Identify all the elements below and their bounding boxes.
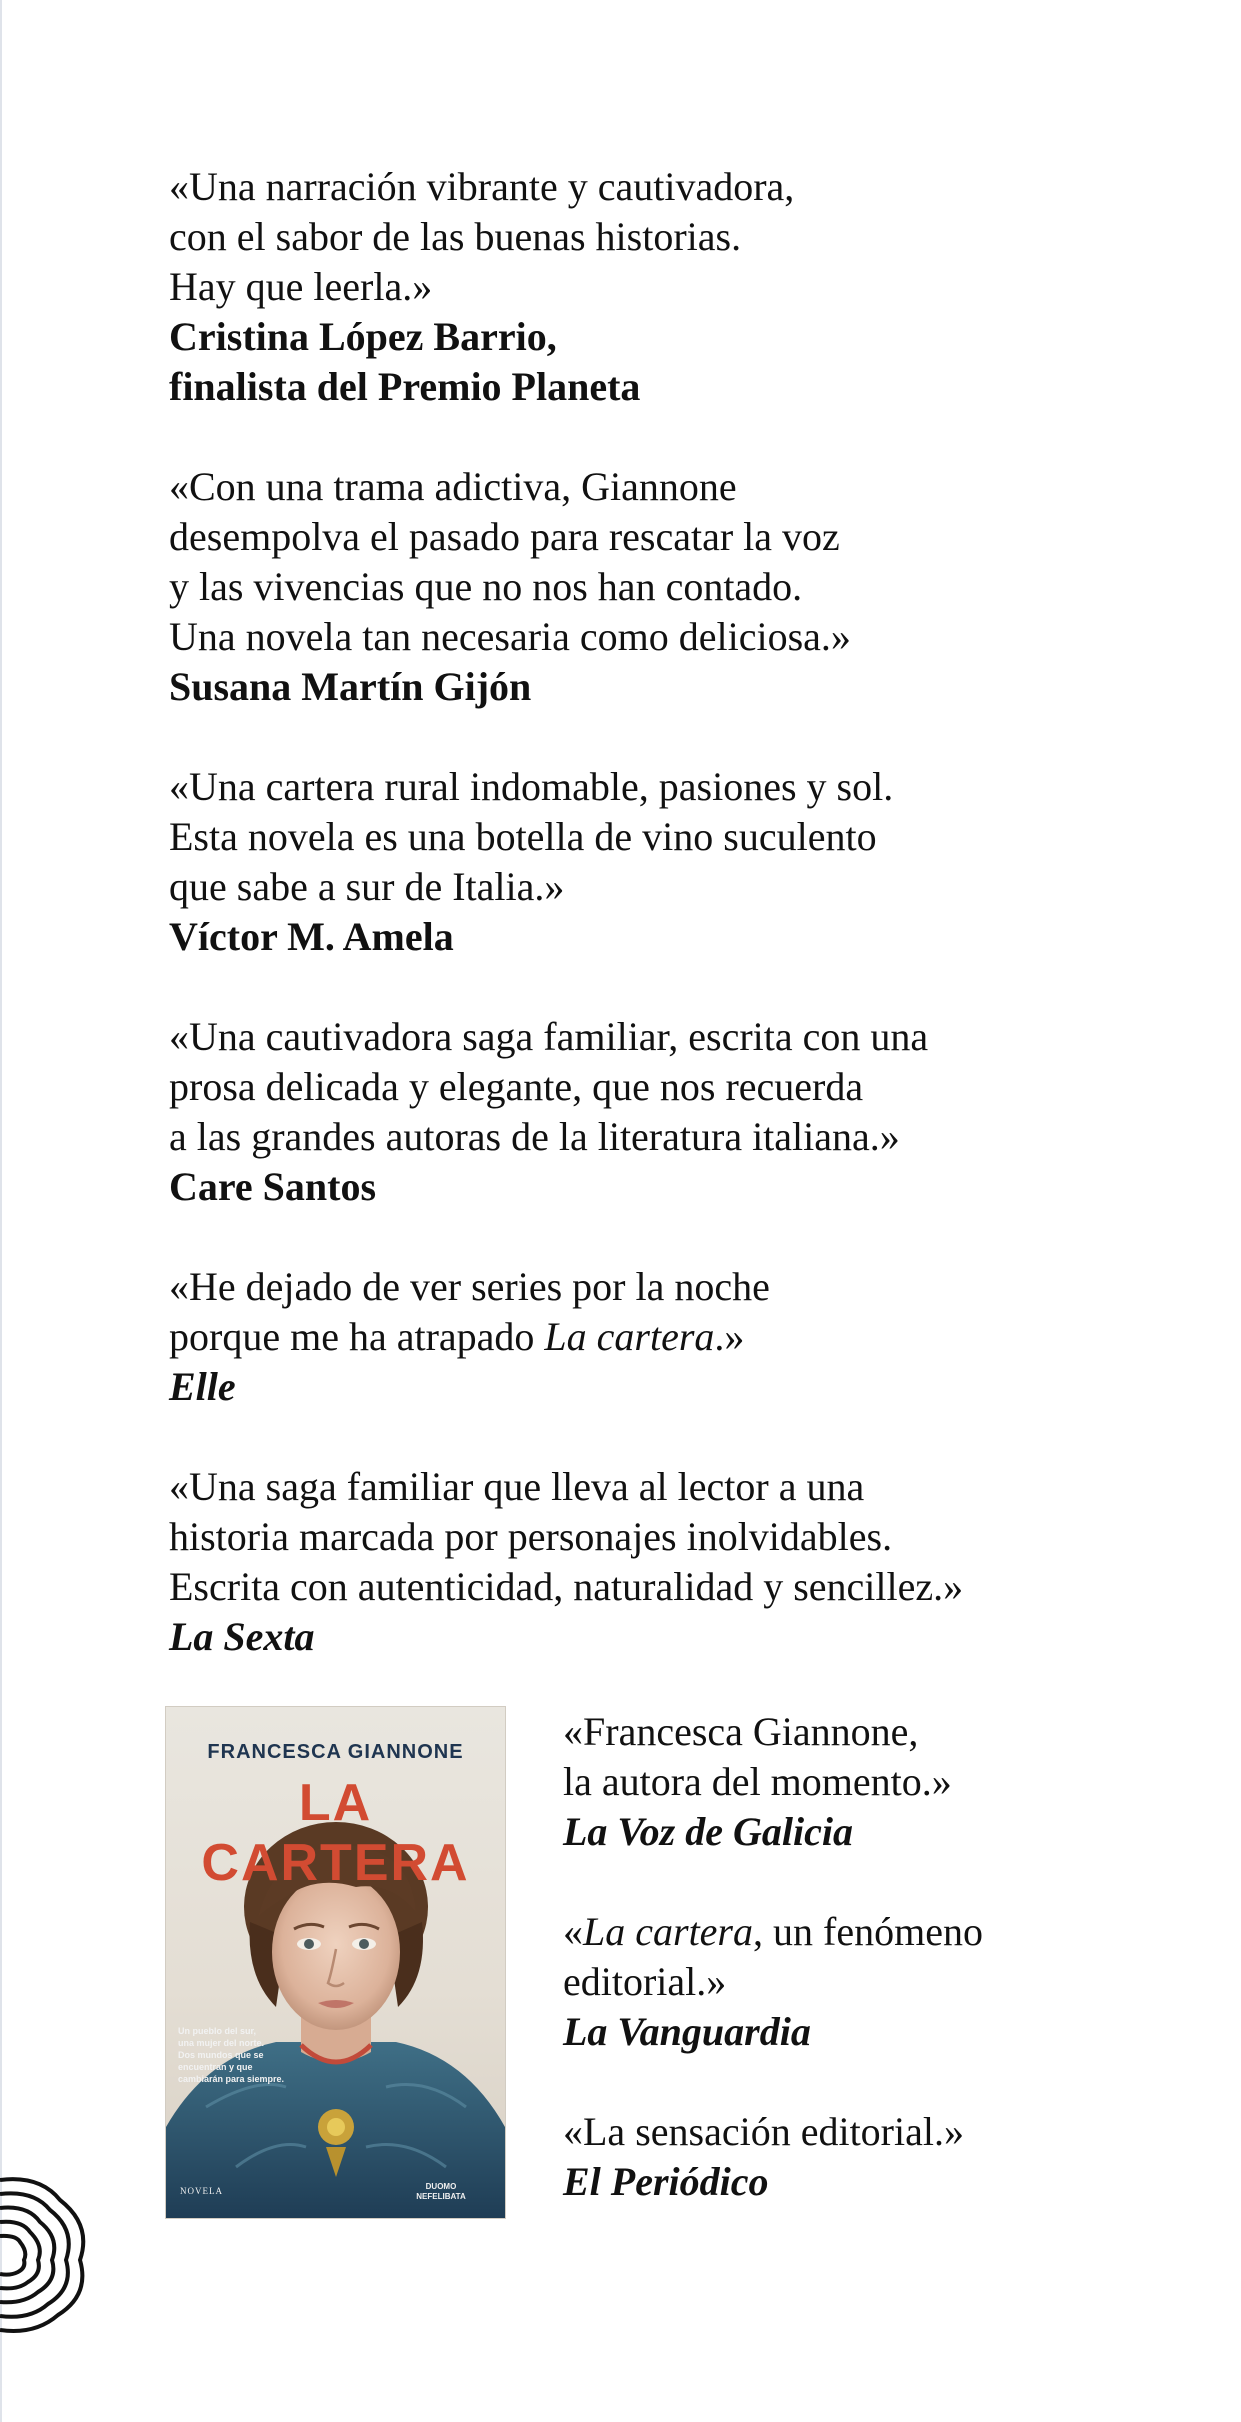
quote-line: historia marcada por personajes inolvidables.: [169, 1514, 893, 1559]
blurb-amela: [169, 762, 1169, 962]
cover-publisher-line: DUOMO: [425, 2182, 457, 2191]
quote-text: porque me ha atrapado: [169, 1314, 545, 1359]
cover-author-name: FRANCESCA GIANNONE: [207, 1741, 464, 1763]
quote-line: «La sensación editorial.»: [563, 2109, 964, 2154]
blurb-care-santos: [169, 1012, 1169, 1212]
quote-line: y las vivencias que no nos han contado.: [169, 564, 803, 609]
quote-line: «Una cartera rural indomable, pasiones y sol.: [169, 764, 894, 809]
cover-tagline-line: Un pueblo del sur,: [178, 2026, 257, 2036]
quote-line: desempolva el pasado para rescatar la voz: [169, 514, 840, 559]
cover-tagline-line: Dos mundos que se: [178, 2050, 264, 2060]
quote-line: con el sabor de las buenas historias.: [169, 214, 742, 259]
quote-author: Víctor M. Amela: [169, 914, 454, 959]
quote-author: Care Santos: [169, 1164, 377, 1209]
cover-tagline-line: una mujer del norte.: [178, 2038, 265, 2048]
book-title-italic: La cartera: [544, 1314, 715, 1359]
quote-author: Elle: [169, 1364, 236, 1409]
quote-line: «Una saga familiar que lleva al lector a una: [169, 1464, 865, 1509]
quote-line: [563, 1907, 1203, 1957]
book-cover: [166, 1707, 505, 2218]
blurb-martin-gijon: [169, 462, 1169, 712]
quote-line: Esta novela es una botella de vino suculento: [169, 814, 877, 859]
blurb-la-voz-de-galicia: [563, 1707, 1203, 1857]
blurb-elle: [169, 1262, 1169, 1412]
quote-text: .»: [714, 1314, 745, 1359]
quotes-column: [169, 162, 1169, 1712]
quote-line: que sabe a sur de Italia.»: [169, 864, 565, 909]
quote-line: «Con una trama adictiva, Giannone: [169, 464, 737, 509]
quote-author: La Sexta: [169, 1614, 315, 1659]
page-left-edge: [0, 0, 2, 2422]
cover-tagline-line: encuentran y que: [178, 2062, 253, 2072]
cover-publisher: [401, 2182, 481, 2202]
quote-line: Escrita con autenticidad, naturalidad y sencillez.»: [169, 1564, 964, 1609]
quote-line: «Francesca Giannone,: [563, 1709, 919, 1754]
quote-author: La Vanguardia: [563, 2009, 811, 2054]
quote-text: , un fenómeno: [753, 1909, 983, 1954]
quote-line: [169, 1312, 1169, 1362]
cover-publisher-line: NEFELIBATA: [416, 2192, 466, 2201]
quote-line: «He dejado de ver series por la noche: [169, 1264, 770, 1309]
quote-line: Hay que leerla.»: [169, 264, 433, 309]
quote-line: «Una narración vibrante y cautivadora,: [169, 164, 795, 209]
cover-tagline-line: cambiarán para siempre.: [178, 2074, 285, 2084]
blurb-el-periodico: [563, 2107, 1203, 2207]
quote-author: El Periódico: [563, 2159, 769, 2204]
cover-genre: NOVELA: [180, 2186, 223, 2196]
quote-text: «: [563, 1909, 583, 1954]
book-title-italic: La cartera: [583, 1909, 753, 1954]
side-quotes-column: [563, 1707, 1203, 2257]
concentric-wave-logo-icon: [0, 2170, 95, 2340]
quote-author: Cristina López Barrio,: [169, 314, 557, 359]
cover-tagline: [178, 2025, 290, 2085]
quote-line: prosa delicada y elegante, que nos recuerda: [169, 1064, 864, 1109]
quote-line: la autora del momento.»: [563, 1759, 952, 1804]
quote-author-credential: finalista del Premio Planeta: [169, 364, 641, 409]
cover-title: LA CARTERA: [201, 1774, 470, 1892]
quote-line: Una novela tan necesaria como deliciosa.»: [169, 614, 851, 659]
blurb-lopez-barrio: [169, 162, 1169, 412]
quote-author: Susana Martín Gijón: [169, 664, 532, 709]
quote-line: a las grandes autoras de la literatura italiana.»: [169, 1114, 900, 1159]
blurb-la-vanguardia: [563, 1907, 1203, 2057]
quote-author: La Voz de Galicia: [563, 1809, 853, 1854]
quote-line: editorial.»: [563, 1959, 727, 2004]
blurb-la-sexta: [169, 1462, 1169, 1662]
quote-line: «Una cautivadora saga familiar, escrita con una: [169, 1014, 929, 1059]
